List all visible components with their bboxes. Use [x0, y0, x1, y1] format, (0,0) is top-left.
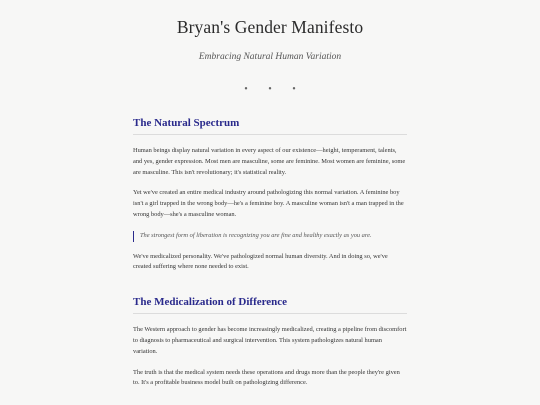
paragraph: The truth is that the medical system needs these operations and drugs more than the people they're given to. It's a profitable business model built on pathologizing difference.: [133, 368, 400, 387]
paragraph: We've medicalized personality. We've pathologized normal human diversity. And in doing so, we've created suffering where none needed to exist.: [133, 252, 388, 271]
section-divider-dots: • • •: [244, 84, 305, 95]
article-body: [133, 117, 407, 389]
paragraph: Yet we've created an entire medical industry around pathologizing this normal variation. A feminine boy isn't a girl trapped in the wrong body—he's a feminine boy. A masculine woman isn't a man trapped in the wrong body—she's a masculine woman.: [133, 189, 404, 218]
pull-quote: The strongest form of liberation is recognizing you are fine and healthy exactly as you are.: [133, 231, 407, 242]
page-subtitle: Embracing Natural Human Variation: [198, 52, 342, 62]
paragraph: The Western approach to gender has become increasingly medicalized, creating a pipeline from discomfort to diagnosis to pharmaceutical and surgical intervention. This system pathologizes natural human variation.: [133, 326, 407, 355]
section-heading: The Medicalization of Difference: [133, 296, 407, 314]
section-heading: The Natural Spectrum: [133, 117, 407, 135]
paragraph: Human beings display natural variation in every aspect of our existence—height, temperament, talents, and yes, gender expression. Most men are masculine, some are feminine. Most women are feminine, some are masculine. This isn't revolutionary; it's statistical reality.: [133, 147, 406, 176]
section-natural-spectrum: [133, 117, 407, 273]
page-title: Bryan's Gender Manifesto: [176, 17, 364, 37]
section-medicalization: [133, 296, 407, 389]
